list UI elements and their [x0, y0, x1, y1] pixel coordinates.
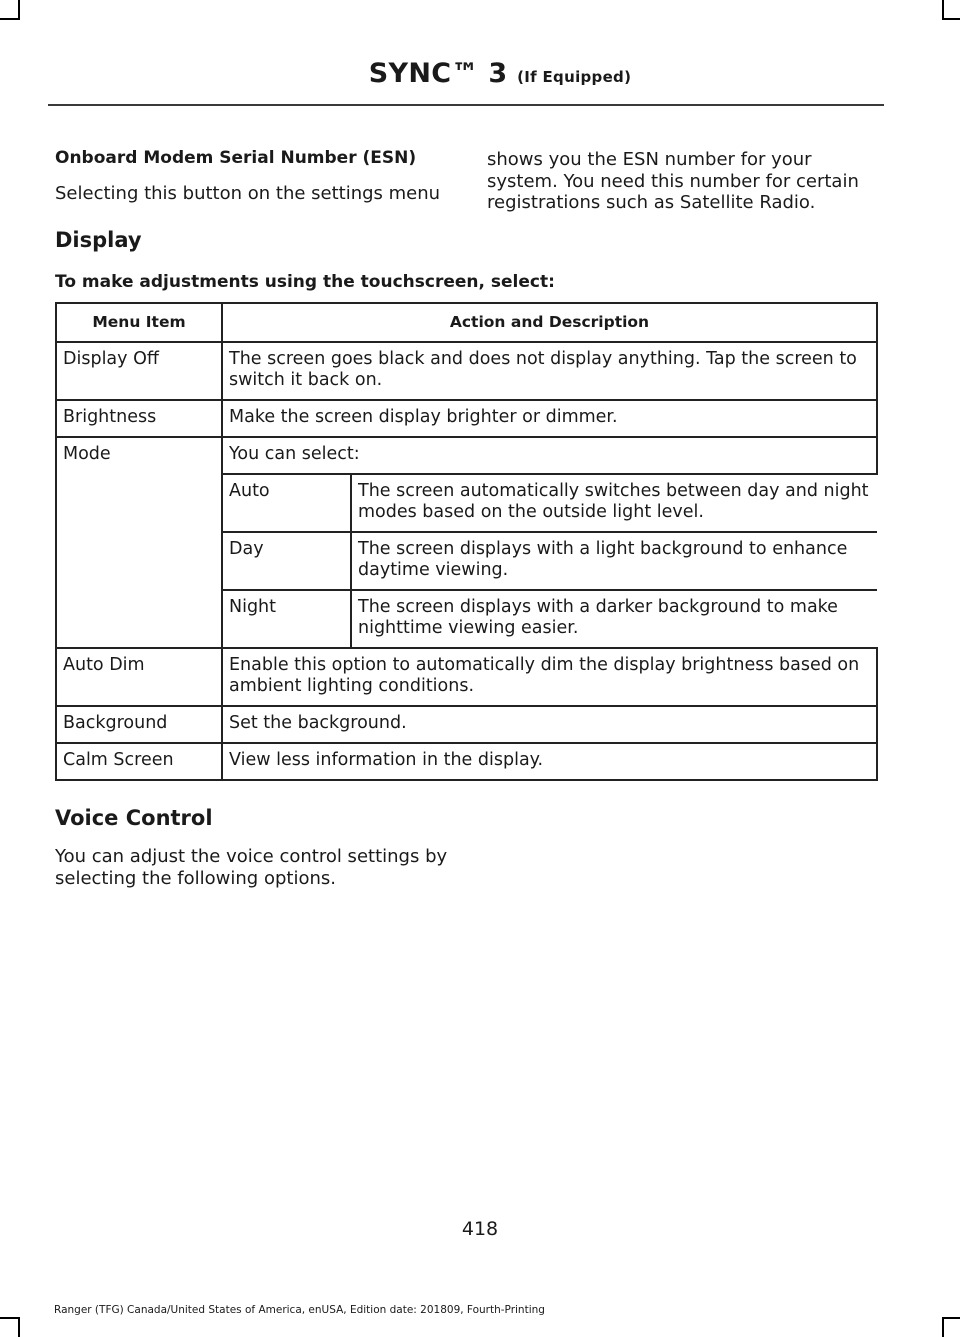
- description-cell: View less information in the display.: [222, 743, 877, 780]
- mode-option-row: [223, 532, 877, 590]
- page-number: 418: [461, 1218, 499, 1240]
- menu-item-cell: Auto Dim: [56, 648, 222, 706]
- crop-mark: [18, 0, 20, 20]
- table-row: [56, 648, 877, 706]
- crop-mark: [18, 1317, 20, 1337]
- page-header: [40, 58, 960, 89]
- crop-mark: [942, 0, 944, 20]
- crop-mark: [0, 18, 18, 20]
- table-row: [56, 743, 877, 780]
- header-title: SYNC™ 3: [368, 58, 508, 89]
- mode-option-name: Night: [223, 590, 351, 647]
- description-cell: Set the background.: [222, 706, 877, 743]
- mode-option-name: Auto: [223, 475, 351, 532]
- menu-item-cell: Background: [56, 706, 222, 743]
- mode-option-description: The screen displays with a light background to enhance daytime viewing.: [351, 532, 877, 590]
- menu-item-cell: Display Off: [56, 342, 222, 400]
- mode-option-row: [223, 590, 877, 647]
- table-row: [56, 342, 877, 400]
- crop-mark: [942, 18, 960, 20]
- description-cell: You can select:: [222, 437, 877, 474]
- description-cell: Make the screen display brighter or dimmer.: [222, 400, 877, 437]
- display-heading: Display: [55, 228, 142, 252]
- display-instruction: To make adjustments using the touchscreen, select:: [55, 272, 555, 292]
- esn-heading: Onboard Modem Serial Number (ESN): [55, 148, 417, 168]
- menu-item-cell: Mode: [56, 437, 222, 648]
- description-cell: Enable this option to automatically dim the display brightness based on ambient lighting conditions.: [222, 648, 877, 706]
- header-qualifier: (If Equipped): [517, 68, 632, 86]
- edition-footer: Ranger (TFG) Canada/United States of America, enUSA, Edition date: 201809, Fourth-Printing: [54, 1304, 545, 1316]
- voice-control-text: You can adjust the voice control settings by selecting the following options.: [55, 846, 448, 889]
- voice-control-heading: Voice Control: [55, 806, 213, 830]
- esn-section-left: [55, 148, 455, 204]
- mode-option-row: [223, 475, 877, 532]
- column-header-menu-item: Menu Item: [56, 303, 222, 342]
- description-cell: The screen goes black and does not display anything. Tap the screen to switch it back on.: [222, 342, 877, 400]
- mode-options-cell: [222, 474, 877, 648]
- table-row: [56, 706, 877, 743]
- mode-option-description: The screen displays with a darker background to make nighttime viewing easier.: [351, 590, 877, 647]
- menu-item-cell: Calm Screen: [56, 743, 222, 780]
- table-row: [56, 400, 877, 437]
- crop-mark: [942, 1317, 944, 1337]
- display-settings-table: [55, 302, 878, 781]
- menu-item-cell: Brightness: [56, 400, 222, 437]
- table-row: [56, 437, 877, 474]
- crop-mark: [942, 1317, 960, 1319]
- esn-text-left: Selecting this button on the settings menu: [55, 182, 441, 204]
- mode-option-description: The screen automatically switches between day and night modes based on the outside light level.: [351, 475, 877, 532]
- table-header-row: [56, 303, 877, 342]
- mode-option-name: Day: [223, 532, 351, 590]
- header-divider: [48, 104, 884, 106]
- column-header-action: Action and Description: [222, 303, 877, 342]
- mode-options-table: [223, 475, 877, 647]
- crop-mark: [0, 1317, 18, 1319]
- esn-text-right: shows you the ESN number for your system. You need this number for certain registrations such as Satellite Radio.: [487, 149, 859, 213]
